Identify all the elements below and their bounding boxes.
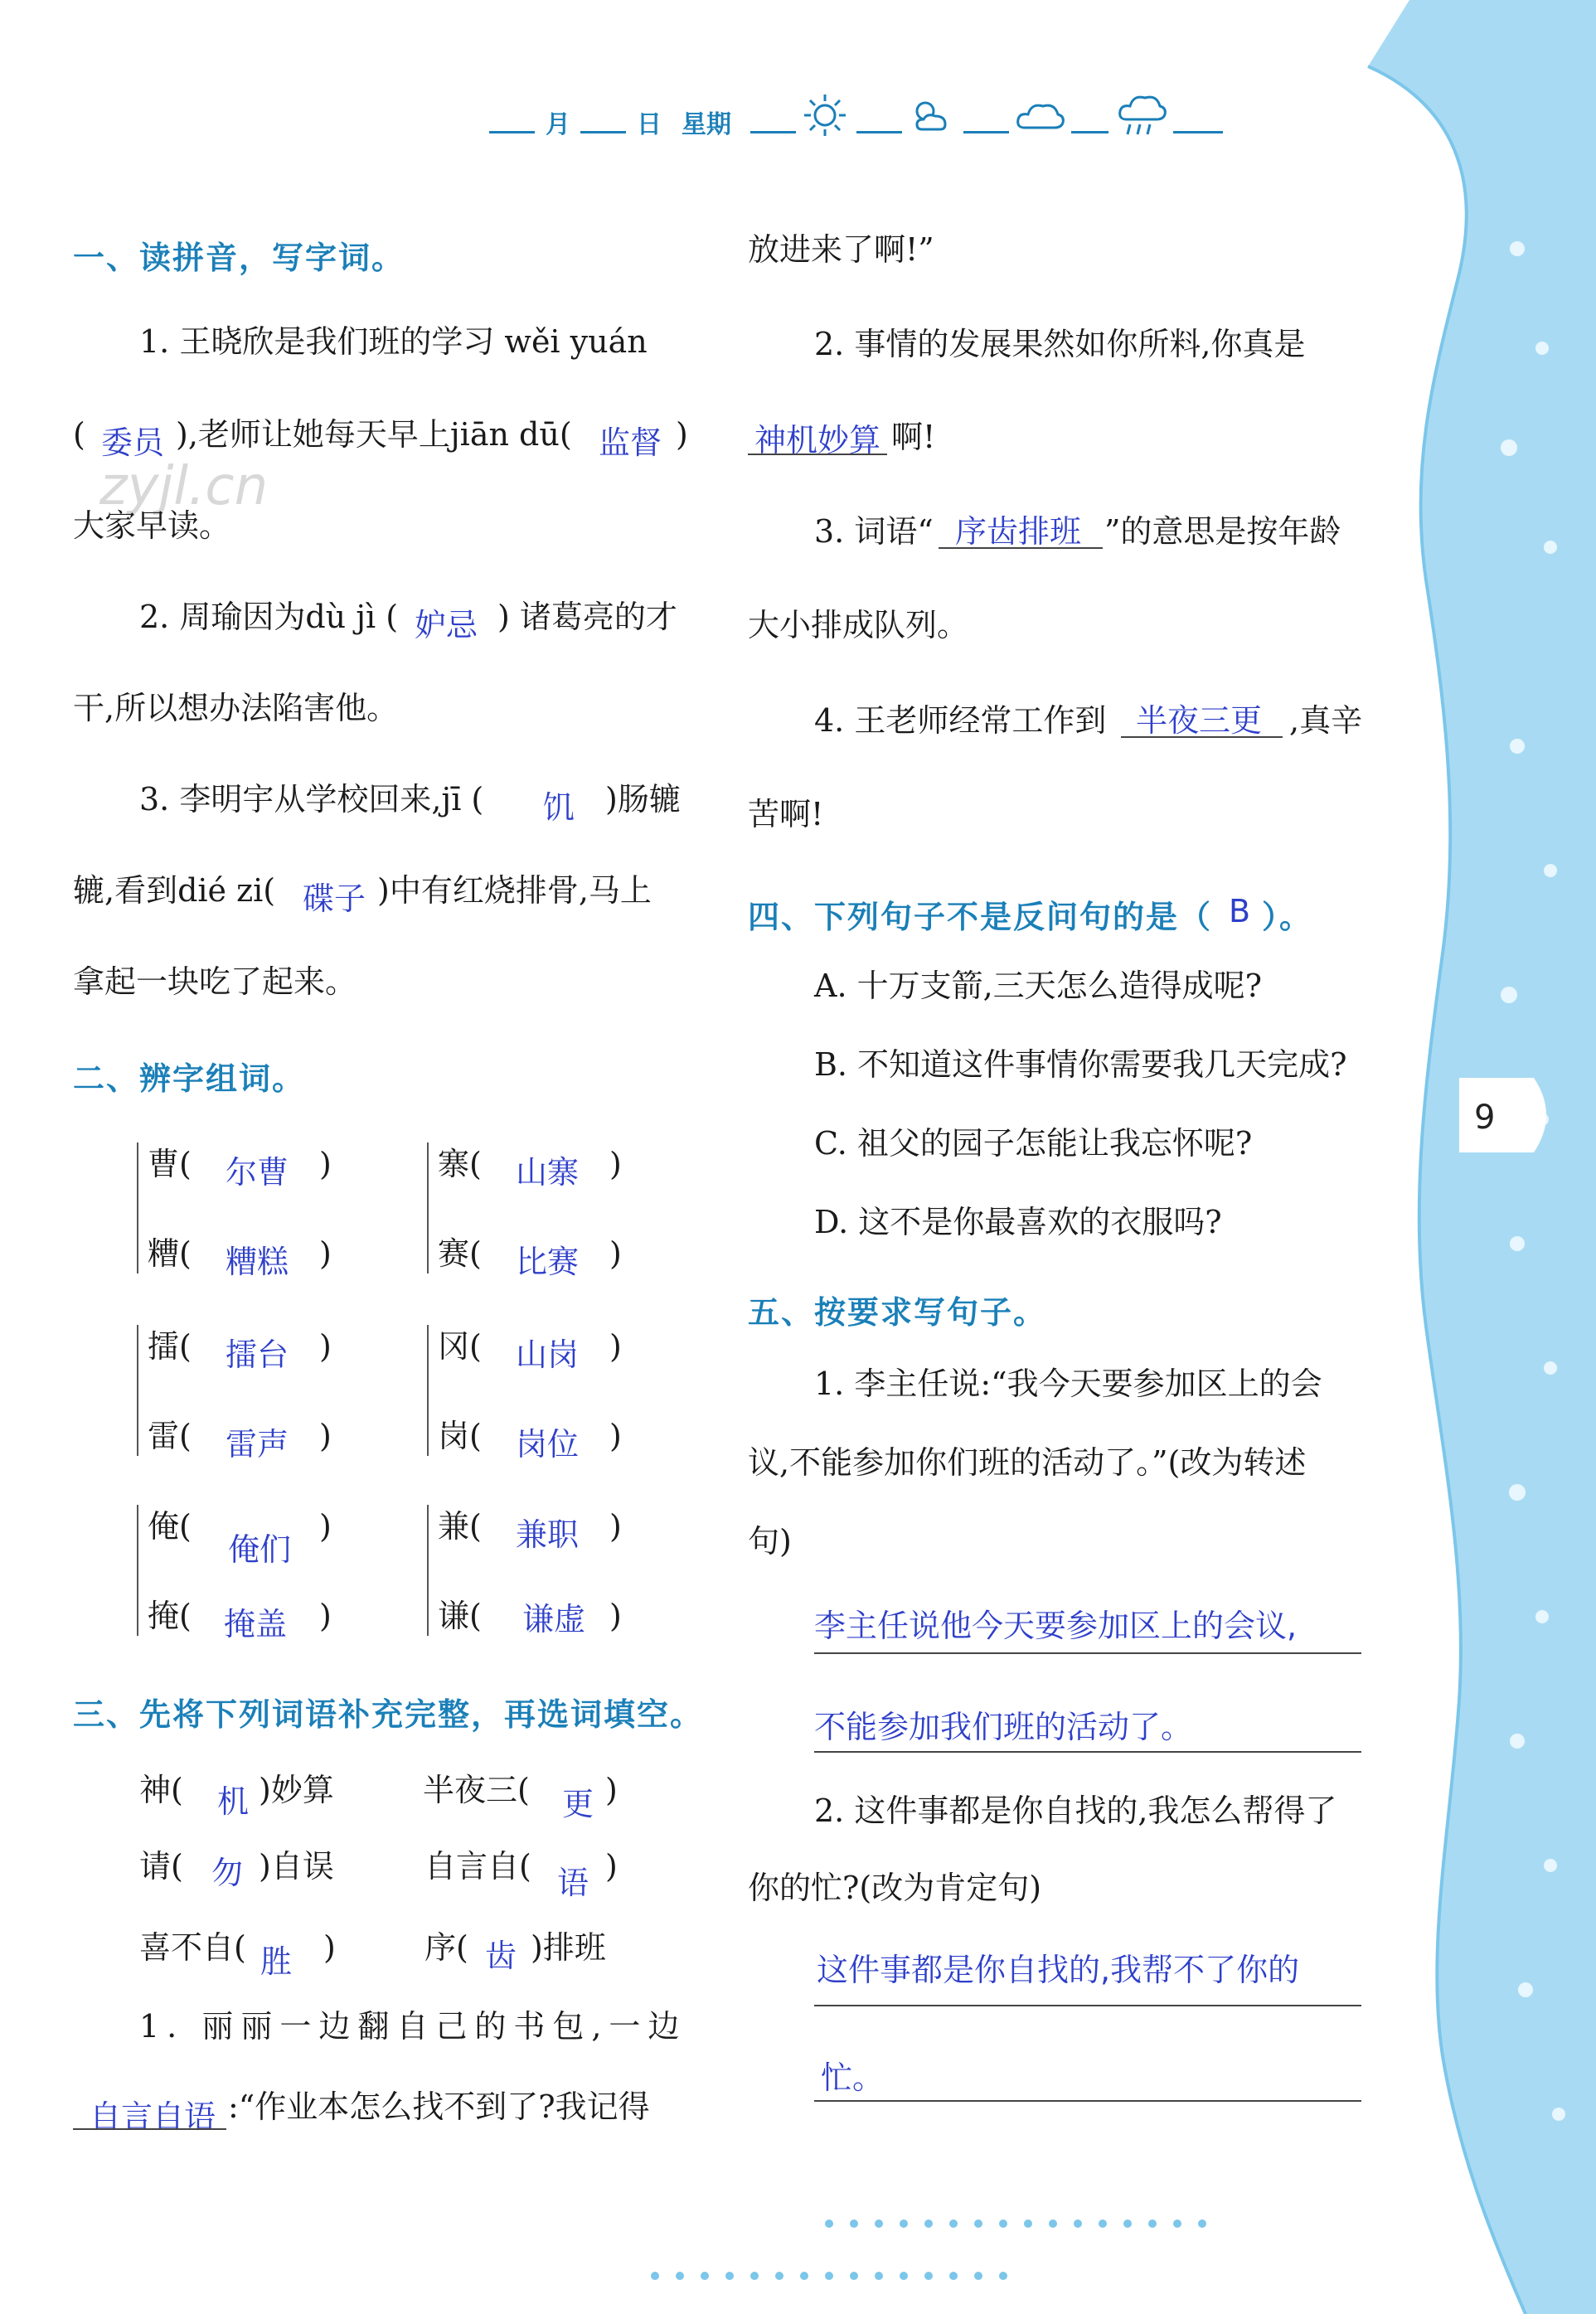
s3-item5-ans[interactable]: 齿	[485, 1938, 517, 1974]
s1-q1-paren-open: (	[73, 416, 85, 453]
s3-q1-line2: :“作业本怎么找不到了?我记得	[228, 2088, 650, 2125]
s3-item4-ans[interactable]: 胜	[260, 1943, 293, 1980]
section1-title: 一、读拼音，写字词。	[73, 240, 405, 276]
s1-q1-line2: ),老师让她每天早上jiān dū(	[176, 416, 572, 453]
s5-q2-line1: 2. 这件事都是你自找的,我怎么帮得了	[814, 1793, 1337, 1829]
s2-g1-ans3[interactable]: 山岗	[516, 1336, 580, 1373]
section3-title: 三、先将下列词语补充完整，再选词填空。	[73, 1696, 704, 1733]
s2-g1-ans4[interactable]: 岗位	[516, 1426, 580, 1463]
s5-q2-answer-line2[interactable]: 忙。	[821, 2059, 885, 2096]
s5-q1-line3: 句)	[748, 1523, 792, 1560]
s1-q3-line1a: 3. 李明宇从学校回来,jī (	[139, 781, 484, 817]
s1-q1-line3: 大家早读。	[73, 507, 231, 544]
section2-title: 二、辨字组词。	[73, 1060, 306, 1097]
s2-g1-close4: )	[609, 1418, 622, 1454]
s3-q3-line1a: 3. 词语“	[814, 513, 934, 550]
s2-g2-char4: 谦(	[438, 1598, 482, 1634]
s2-g0-char3: 寨(	[438, 1146, 482, 1182]
cloudy-icon	[1013, 93, 1066, 138]
s3-item0-post: )妙算	[259, 1772, 334, 1808]
s3-item1-ans[interactable]: 更	[562, 1786, 594, 1822]
s2-g0-char1: 曹(	[148, 1146, 192, 1182]
s2-g0-char2: 糟(	[148, 1235, 192, 1272]
s3-q3-line1b: ”的意思是按年龄	[1104, 513, 1341, 550]
s2-g1-char3: 冈(	[438, 1328, 482, 1365]
s2-g2-char1: 俺(	[148, 1508, 192, 1545]
s2-g1-char2: 雷(	[148, 1418, 192, 1454]
s5-q2-answer-line1[interactable]: 这件事都是你自找的,我帮不了你的	[817, 1952, 1300, 1988]
s4-option-a: A. 十万支箭,三天怎么造得成呢?	[814, 968, 1263, 1004]
s3-q3-answer[interactable]: 序齿排班	[955, 513, 1082, 550]
s4-option-d: D. 这不是你最喜欢的衣服吗?	[814, 1204, 1222, 1240]
s3-item2-ans[interactable]: 勿	[211, 1855, 244, 1891]
s5-q1-line2: 议,不能参加你们班的活动了。”(改为转述	[748, 1444, 1307, 1481]
s3-q3-line2: 大小排成队列。	[748, 607, 969, 643]
s1-q2-answer[interactable]: 妒忌	[415, 607, 478, 643]
s3-item2-post: )自误	[259, 1848, 334, 1885]
s2-g1-close2: )	[319, 1418, 332, 1454]
s2-g0-char4: 赛(	[438, 1235, 482, 1272]
s5-q1-answer-line2[interactable]: 不能参加我们班的活动了。	[814, 1709, 1193, 1745]
header-month: 月	[546, 110, 570, 139]
s3-item4-post: )	[323, 1929, 336, 1966]
s2-g2-close2: )	[319, 1598, 332, 1634]
s4-option-c: C. 祖父的园子怎能让我忘怀呢?	[814, 1125, 1253, 1162]
s2-g0-close2: )	[319, 1235, 332, 1272]
section4-title: 四、下列句子不是反问句的是（	[748, 899, 1213, 935]
s4-option-b: B. 不知道这件事情你需要我几天完成?	[814, 1046, 1347, 1083]
s3-item0-pre: 神(	[139, 1772, 183, 1808]
s1-q1-answer1[interactable]: 委员	[101, 424, 165, 461]
s3-item3-post: )	[605, 1848, 618, 1885]
s2-g1-ans1[interactable]: 擂台	[226, 1336, 289, 1373]
s1-q2-line1a: 2. 周瑜因为dù jì (	[139, 599, 399, 635]
s3-item5-pre: 序(	[424, 1929, 468, 1966]
s2-g1-close3: )	[609, 1328, 622, 1365]
s2-g0-ans4[interactable]: 比赛	[516, 1244, 580, 1280]
s1-q2-line2: 干,所以想办法陷害他。	[73, 690, 399, 726]
s2-g2-close1: )	[319, 1508, 332, 1545]
s1-q3-line2a: 辘,看到dié zi(	[73, 872, 276, 909]
s1-q3-line3: 拿起一块吃了起来。	[73, 963, 357, 1000]
s1-q3-line2b: )中有红烧排骨,马上	[377, 872, 652, 909]
s2-g2-close3: )	[609, 1508, 622, 1545]
section5-title: 五、按要求写句子。	[748, 1294, 1047, 1331]
s2-g1-ans2[interactable]: 雷声	[226, 1426, 289, 1463]
s3-q4-line1b: ,真辛	[1289, 702, 1363, 739]
s3-item3-pre: 自言自(	[424, 1848, 531, 1885]
s3-item2-pre: 请(	[139, 1848, 183, 1885]
s2-g2-close4: )	[609, 1598, 622, 1634]
s2-g2-ans2[interactable]: 掩盖	[224, 1606, 288, 1642]
s4-title-close: ）。	[1262, 899, 1313, 935]
s3-item4-pre: 喜不自(	[139, 1929, 246, 1966]
s2-g1-char1: 擂(	[148, 1328, 192, 1365]
s3-q2-line2: 啊!	[891, 419, 936, 455]
s3-item1-pre: 半夜三(	[423, 1772, 530, 1808]
header-weekday: 星期	[682, 110, 731, 139]
s1-q1-line1: 1. 王晓欣是我们班的学习 wěi yuán	[139, 323, 648, 360]
s3-q4-line2: 苦啊!	[748, 796, 824, 832]
s1-q3-answer1[interactable]: 饥	[543, 789, 575, 826]
s5-q1-line1: 1. 李主任说:“我今天要参加区上的会	[814, 1366, 1322, 1402]
s1-q3-answer2[interactable]: 碟子	[303, 880, 366, 917]
s1-q2-line1b: ) 诸葛亮的才	[497, 599, 677, 635]
rainy-icon	[1115, 91, 1168, 139]
header-day: 日	[637, 110, 662, 139]
s2-g1-char4: 岗(	[438, 1418, 482, 1454]
s2-g2-char3: 兼(	[438, 1508, 482, 1545]
s4-answer[interactable]: B	[1229, 893, 1251, 929]
page-number: 9	[1474, 1099, 1496, 1137]
s3-item5-post: )排班	[531, 1929, 606, 1966]
partly-cloudy-icon	[905, 93, 955, 138]
s5-q1-answer-line1[interactable]: 李主任说他今天要参加区上的会议,	[814, 1608, 1298, 1644]
s2-g0-close1: )	[319, 1146, 332, 1182]
s3-q1-line3: 放进来了啊!”	[748, 231, 934, 268]
s2-g2-ans4[interactable]: 谦虚	[522, 1601, 586, 1637]
s3-item0-ans[interactable]: 机	[217, 1783, 250, 1820]
s1-q3-line1b: )肠辘	[605, 781, 681, 817]
s3-q1-answer[interactable]: 自言自语	[90, 2098, 216, 2135]
s2-g2-ans3[interactable]: 兼职	[516, 1516, 580, 1553]
s2-g0-ans3[interactable]: 山寨	[516, 1154, 580, 1191]
s1-q1-paren-close: )	[676, 416, 688, 453]
s3-q2-line1: 2. 事情的发展果然如你所料,你真是	[814, 326, 1306, 362]
s2-g1-close1: )	[319, 1328, 332, 1365]
s2-g0-ans1[interactable]: 尔曹	[226, 1154, 289, 1191]
s3-q2-answer[interactable]: 神机妙算	[754, 422, 881, 458]
s2-g2-char2: 掩(	[148, 1598, 192, 1634]
s3-q1-line1: 1. 丽丽一边翻自己的书包,一边	[139, 2008, 687, 2045]
s2-g2-ans1[interactable]: 俺们	[228, 1531, 292, 1568]
sunny-icon	[800, 93, 850, 138]
s5-q2-line2: 你的忙?(改为肯定句)	[748, 1870, 1042, 1906]
s2-g0-close4: )	[609, 1235, 622, 1272]
s3-q4-line1a: 4. 王老师经常工作到	[814, 702, 1107, 739]
watermark: zyjl.cn	[99, 456, 269, 517]
s1-q1-answer2[interactable]: 监督	[599, 424, 662, 461]
s2-g0-ans2[interactable]: 糟糕	[226, 1244, 289, 1280]
s3-q4-answer[interactable]: 半夜三更	[1136, 702, 1263, 739]
s3-item3-ans[interactable]: 语	[557, 1865, 589, 1901]
s3-item1-post: )	[605, 1772, 618, 1808]
s2-g0-close3: )	[609, 1146, 622, 1182]
